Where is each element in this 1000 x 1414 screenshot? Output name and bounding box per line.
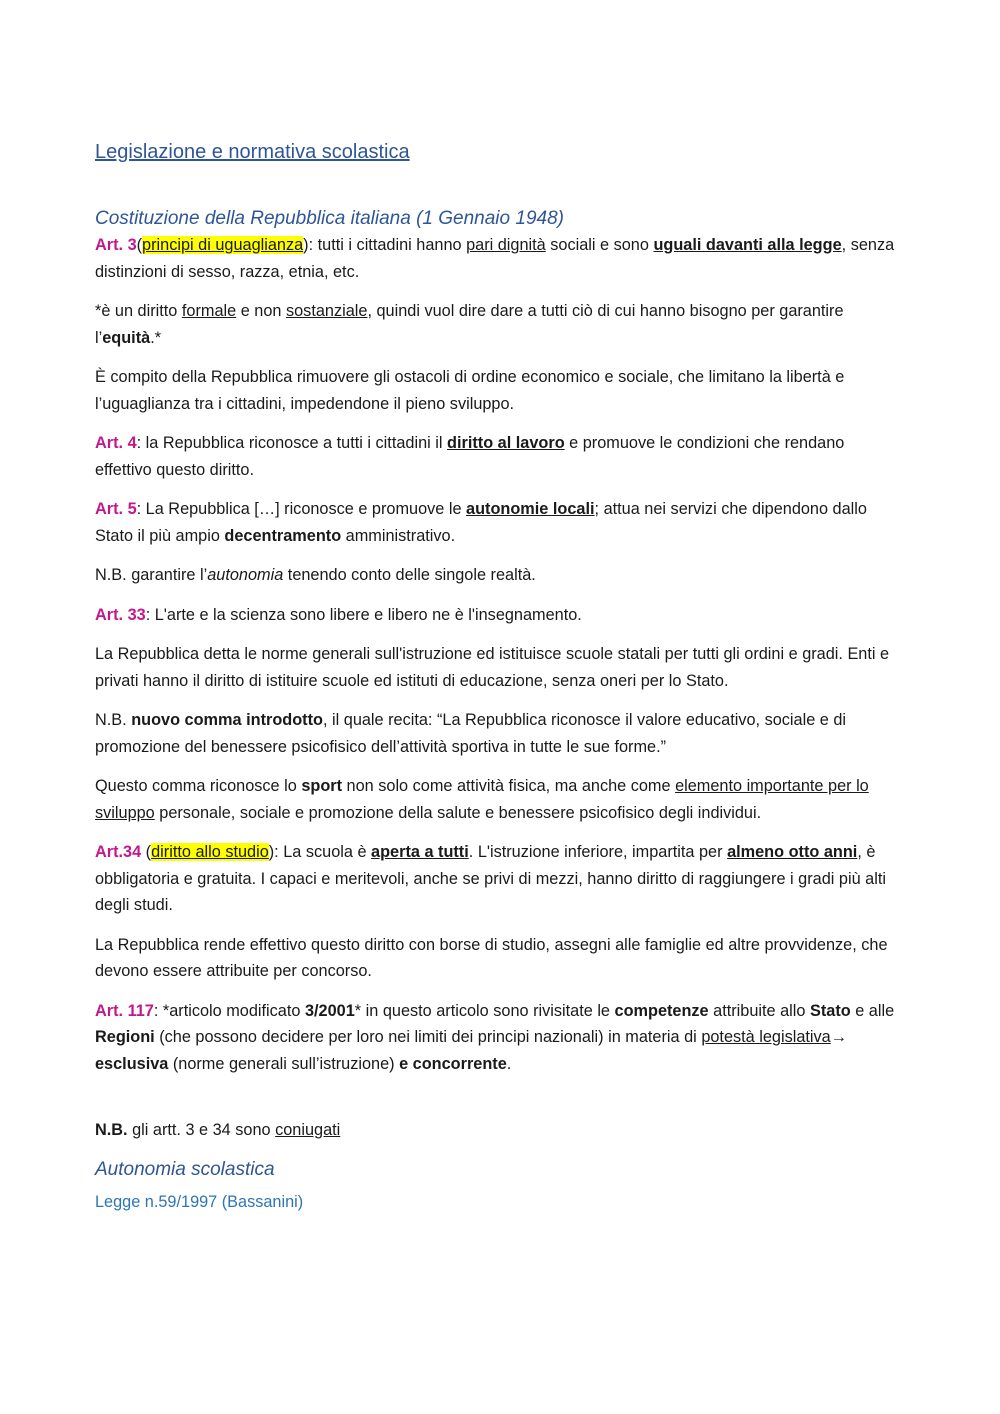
section-heading-costituzione: Costituzione della Repubblica italiana (1 Gennaio 1948) bbox=[95, 208, 564, 229]
nb-comma-paragraph: N.B. nuovo comma introdotto, il quale recita: “La Repubblica riconosce il valore educativo, sociale e di promozione del benessere psicofisico dell’attività sportiva in tutte le sue forme.” bbox=[95, 711, 847, 756]
note-equita-paragraph: *è un diritto formale e non sostanziale, quindi vuol dire dare a tutti ciò di cui hanno bisogno per garantire l’equità.* bbox=[95, 302, 844, 347]
article-label: Art. 5 bbox=[95, 500, 137, 518]
art117-paragraph: Art. 117: *articolo modificato 3/2001* in questo articolo sono rivisitate le competenze attribuite allo Stato e alle Regioni (che possono decidere per loro nei limiti dei principi nazionali) in materia di potestà legislativa→ esclusiva (norme generali sull’istruzione) e concorrente. bbox=[95, 1001, 895, 1073]
nb-autonomia-paragraph: N.B. garantire l’autonomia tenendo conto delle singole realtà. bbox=[95, 566, 536, 584]
compito-paragraph: È compito della Repubblica rimuovere gli ostacoli di ordine economico e sociale, che limitano la libertà e l’uguaglianza tra i cittadini, impedendone il pieno sviluppo. bbox=[95, 368, 845, 413]
section-subheading-legge: Legge n.59/1997 (Bassanini) bbox=[95, 1192, 304, 1211]
article-label: Art. 3 bbox=[95, 236, 137, 254]
art5-paragraph: Art. 5: La Repubblica […] riconosce e promuove le autonomie locali; attua nei servizi che dipendono dallo Stato il più ampio decentramento amministrativo. bbox=[95, 500, 867, 545]
borse-paragraph: La Repubblica rende effettivo questo diritto con borse di studio, assegni alle famiglie ed altre provvidenze, che devono essere attribuite per concorso. bbox=[95, 935, 888, 980]
section-heading-autonomia: Autonomia scolastica bbox=[95, 1158, 275, 1180]
art3-paragraph: Art. 3(principi di uguaglianza): tutti i cittadini hanno pari dignità sociali e sono uguali davanti alla legge, senza distinzioni di sesso, razza, etnia, etc. bbox=[95, 236, 895, 281]
spacer bbox=[95, 1090, 905, 1117]
art33-paragraph: Art. 33: L'arte e la scienza sono libere e libero ne è l'insegnamento. bbox=[95, 605, 582, 624]
art34-paragraph: Art.34 (diritto allo studio): La scuola è aperta a tutti. L'istruzione inferiore, impartita per almeno otto anni, è obbligatoria e gratuita. I capaci e meritevoli, anche se privi di mezzi, hanno diritto di raggiungere i gradi più alti degli studi. bbox=[95, 843, 886, 914]
norme-paragraph: La Repubblica detta le norme generali sull'istruzione ed istituisce scuole statali per tutti gli ordini e gradi. Enti e privati hanno il diritto di istituire scuole ed istituti di educazione, senza oneri per lo Stato. bbox=[95, 645, 890, 690]
highlighted-text: principi di uguaglianza bbox=[142, 236, 304, 254]
page-title: Legislazione e normativa scolastica bbox=[95, 141, 410, 163]
article-label: Art. 4 bbox=[95, 434, 137, 452]
sport-paragraph: Questo comma riconosce lo sport non solo come attività fisica, ma anche come elemento importante per lo sviluppo personale, sociale e promozione della salute e benessere psicofisico degli individui. bbox=[95, 777, 869, 822]
document-page bbox=[95, 138, 905, 1215]
article-label: Art. 33 bbox=[95, 605, 146, 624]
arrow-right-icon: → bbox=[830, 1028, 848, 1046]
article-label: Art.34 bbox=[95, 843, 142, 861]
highlighted-text: diritto allo studio bbox=[151, 843, 269, 861]
art4-paragraph: Art. 4: la Repubblica riconosce a tutti i cittadini il diritto al lavoro e promuove le condizioni che rendano effettivo questo diritto. bbox=[95, 434, 845, 479]
nb-coniugati-paragraph: N.B. gli artt. 3 e 34 sono coniugati bbox=[95, 1121, 341, 1139]
article-label: Art. 117 bbox=[95, 1001, 154, 1020]
